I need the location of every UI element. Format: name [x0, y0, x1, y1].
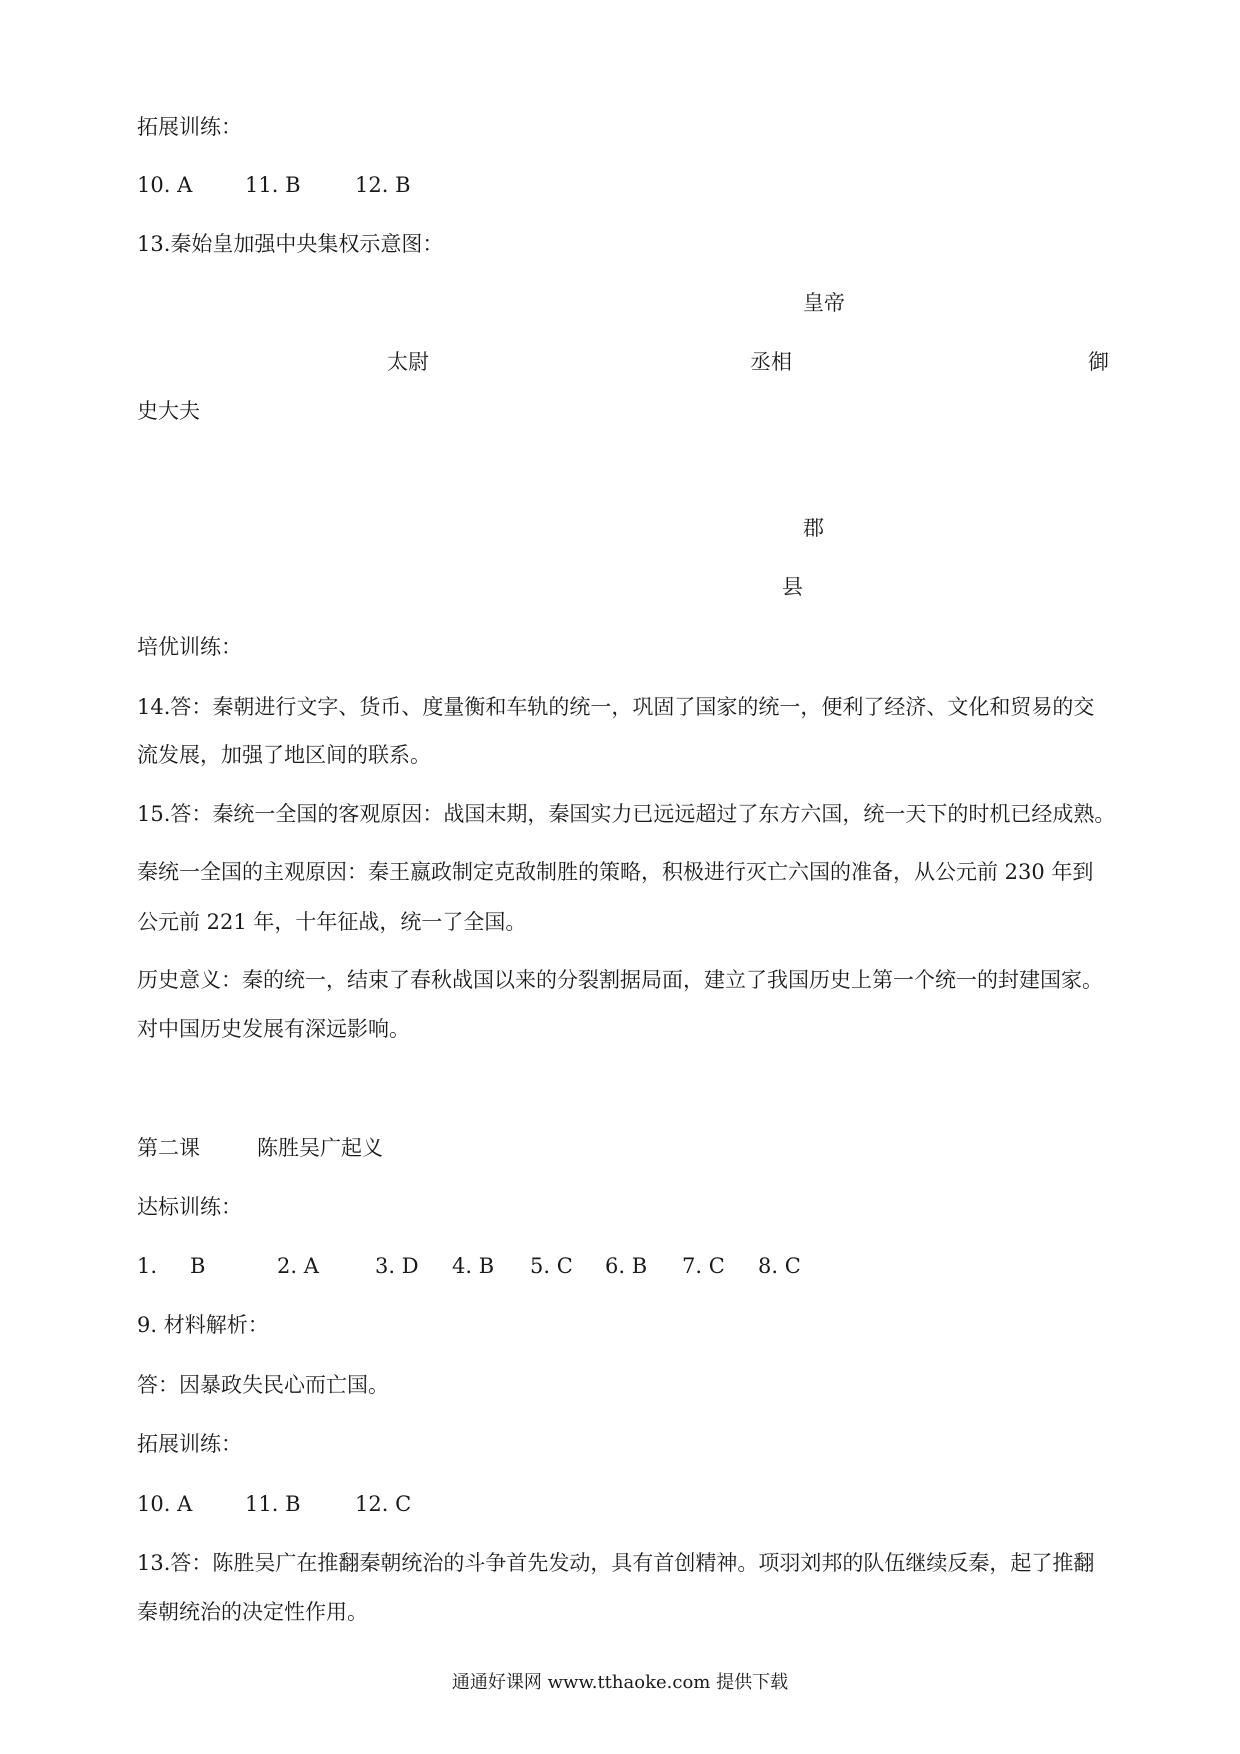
q13-answer-line2: 秦朝统治的决定性作用。: [137, 1600, 368, 1624]
q13-answer-line1: 13.答：陈胜吴广在推翻秦朝统治的斗争首先发动，具有首创精神。项羽刘邦的队伍继续反秦，起了推翻: [137, 1551, 1095, 1575]
answer-11: 11. B: [245, 173, 301, 197]
q14-line1: 14.答：秦朝进行文字、货币、度量衡和车轨的统一，巩固了国家的统一，便利了经济、文化和贸易的交: [137, 695, 1095, 719]
answer-6: 6. B: [605, 1254, 648, 1278]
diagram-yushi-part2: 史大夫: [137, 399, 200, 423]
q15-line1: 15.答：秦统一全国的客观原因：战国末期，秦国实力已远远超过了东方六国，统一天下的时机已经成熟。: [137, 802, 1116, 826]
answer-12-b: 12. C: [355, 1492, 412, 1516]
standard-training-heading: 达标训练：: [137, 1195, 242, 1219]
answer-4: 4. B: [452, 1254, 495, 1278]
lesson-number: 第二课: [137, 1136, 200, 1160]
answer-7: 7. C: [682, 1254, 725, 1278]
answer-8: 8. C: [758, 1254, 801, 1278]
answer-10: 10. A: [137, 173, 193, 197]
answer-5: 5. C: [530, 1254, 573, 1278]
diagram-taiwei: 太尉: [387, 350, 429, 374]
diagram-emperor: 皇帝: [803, 291, 845, 315]
q9-heading: 9. 材料解析：: [137, 1313, 269, 1337]
diagram-yushi-part1: 御: [1088, 350, 1109, 374]
answer-1-number: 1.: [137, 1254, 158, 1278]
q15-line4: 历史意义：秦的统一，结束了春秋战国以来的分裂割据局面，建立了我国历史上第一个统一的封建国家。: [137, 968, 1103, 992]
q15-line2: 秦统一全国的主观原因：秦王嬴政制定克敌制胜的策略，积极进行灭亡六国的准备，从公元前 230 年到: [137, 860, 1094, 884]
q9-answer: 答：因暴政失民心而亡国。: [137, 1373, 389, 1397]
q15-line3: 公元前 221 年，十年征战，统一了全国。: [137, 910, 527, 934]
q13-heading: 13.秦始皇加强中央集权示意图：: [137, 232, 444, 256]
diagram-jun: 郡: [803, 516, 824, 540]
answer-3: 3. D: [375, 1254, 419, 1278]
answer-12: 12. B: [355, 173, 411, 197]
lesson-title: 陈胜吴广起义: [257, 1136, 383, 1160]
q14-line2: 流发展，加强了地区间的联系。: [137, 743, 431, 767]
answer-2: 2. A: [277, 1254, 319, 1278]
answer-11-b: 11. B: [245, 1492, 301, 1516]
diagram-xian: 县: [782, 575, 803, 599]
page-footer: 通通好课网 www.tthaoke.com 提供下载: [451, 1672, 789, 1693]
answer-10-b: 10. A: [137, 1492, 193, 1516]
advanced-training-heading: 培优训练：: [137, 635, 242, 659]
extend-training-heading: 拓展训练：: [137, 115, 242, 139]
diagram-chengxiang: 丞相: [750, 350, 792, 374]
extend-training-heading-2: 拓展训练：: [137, 1432, 242, 1456]
answer-1-value: B: [190, 1254, 206, 1278]
q15-line5: 对中国历史发展有深远影响。: [137, 1017, 410, 1041]
